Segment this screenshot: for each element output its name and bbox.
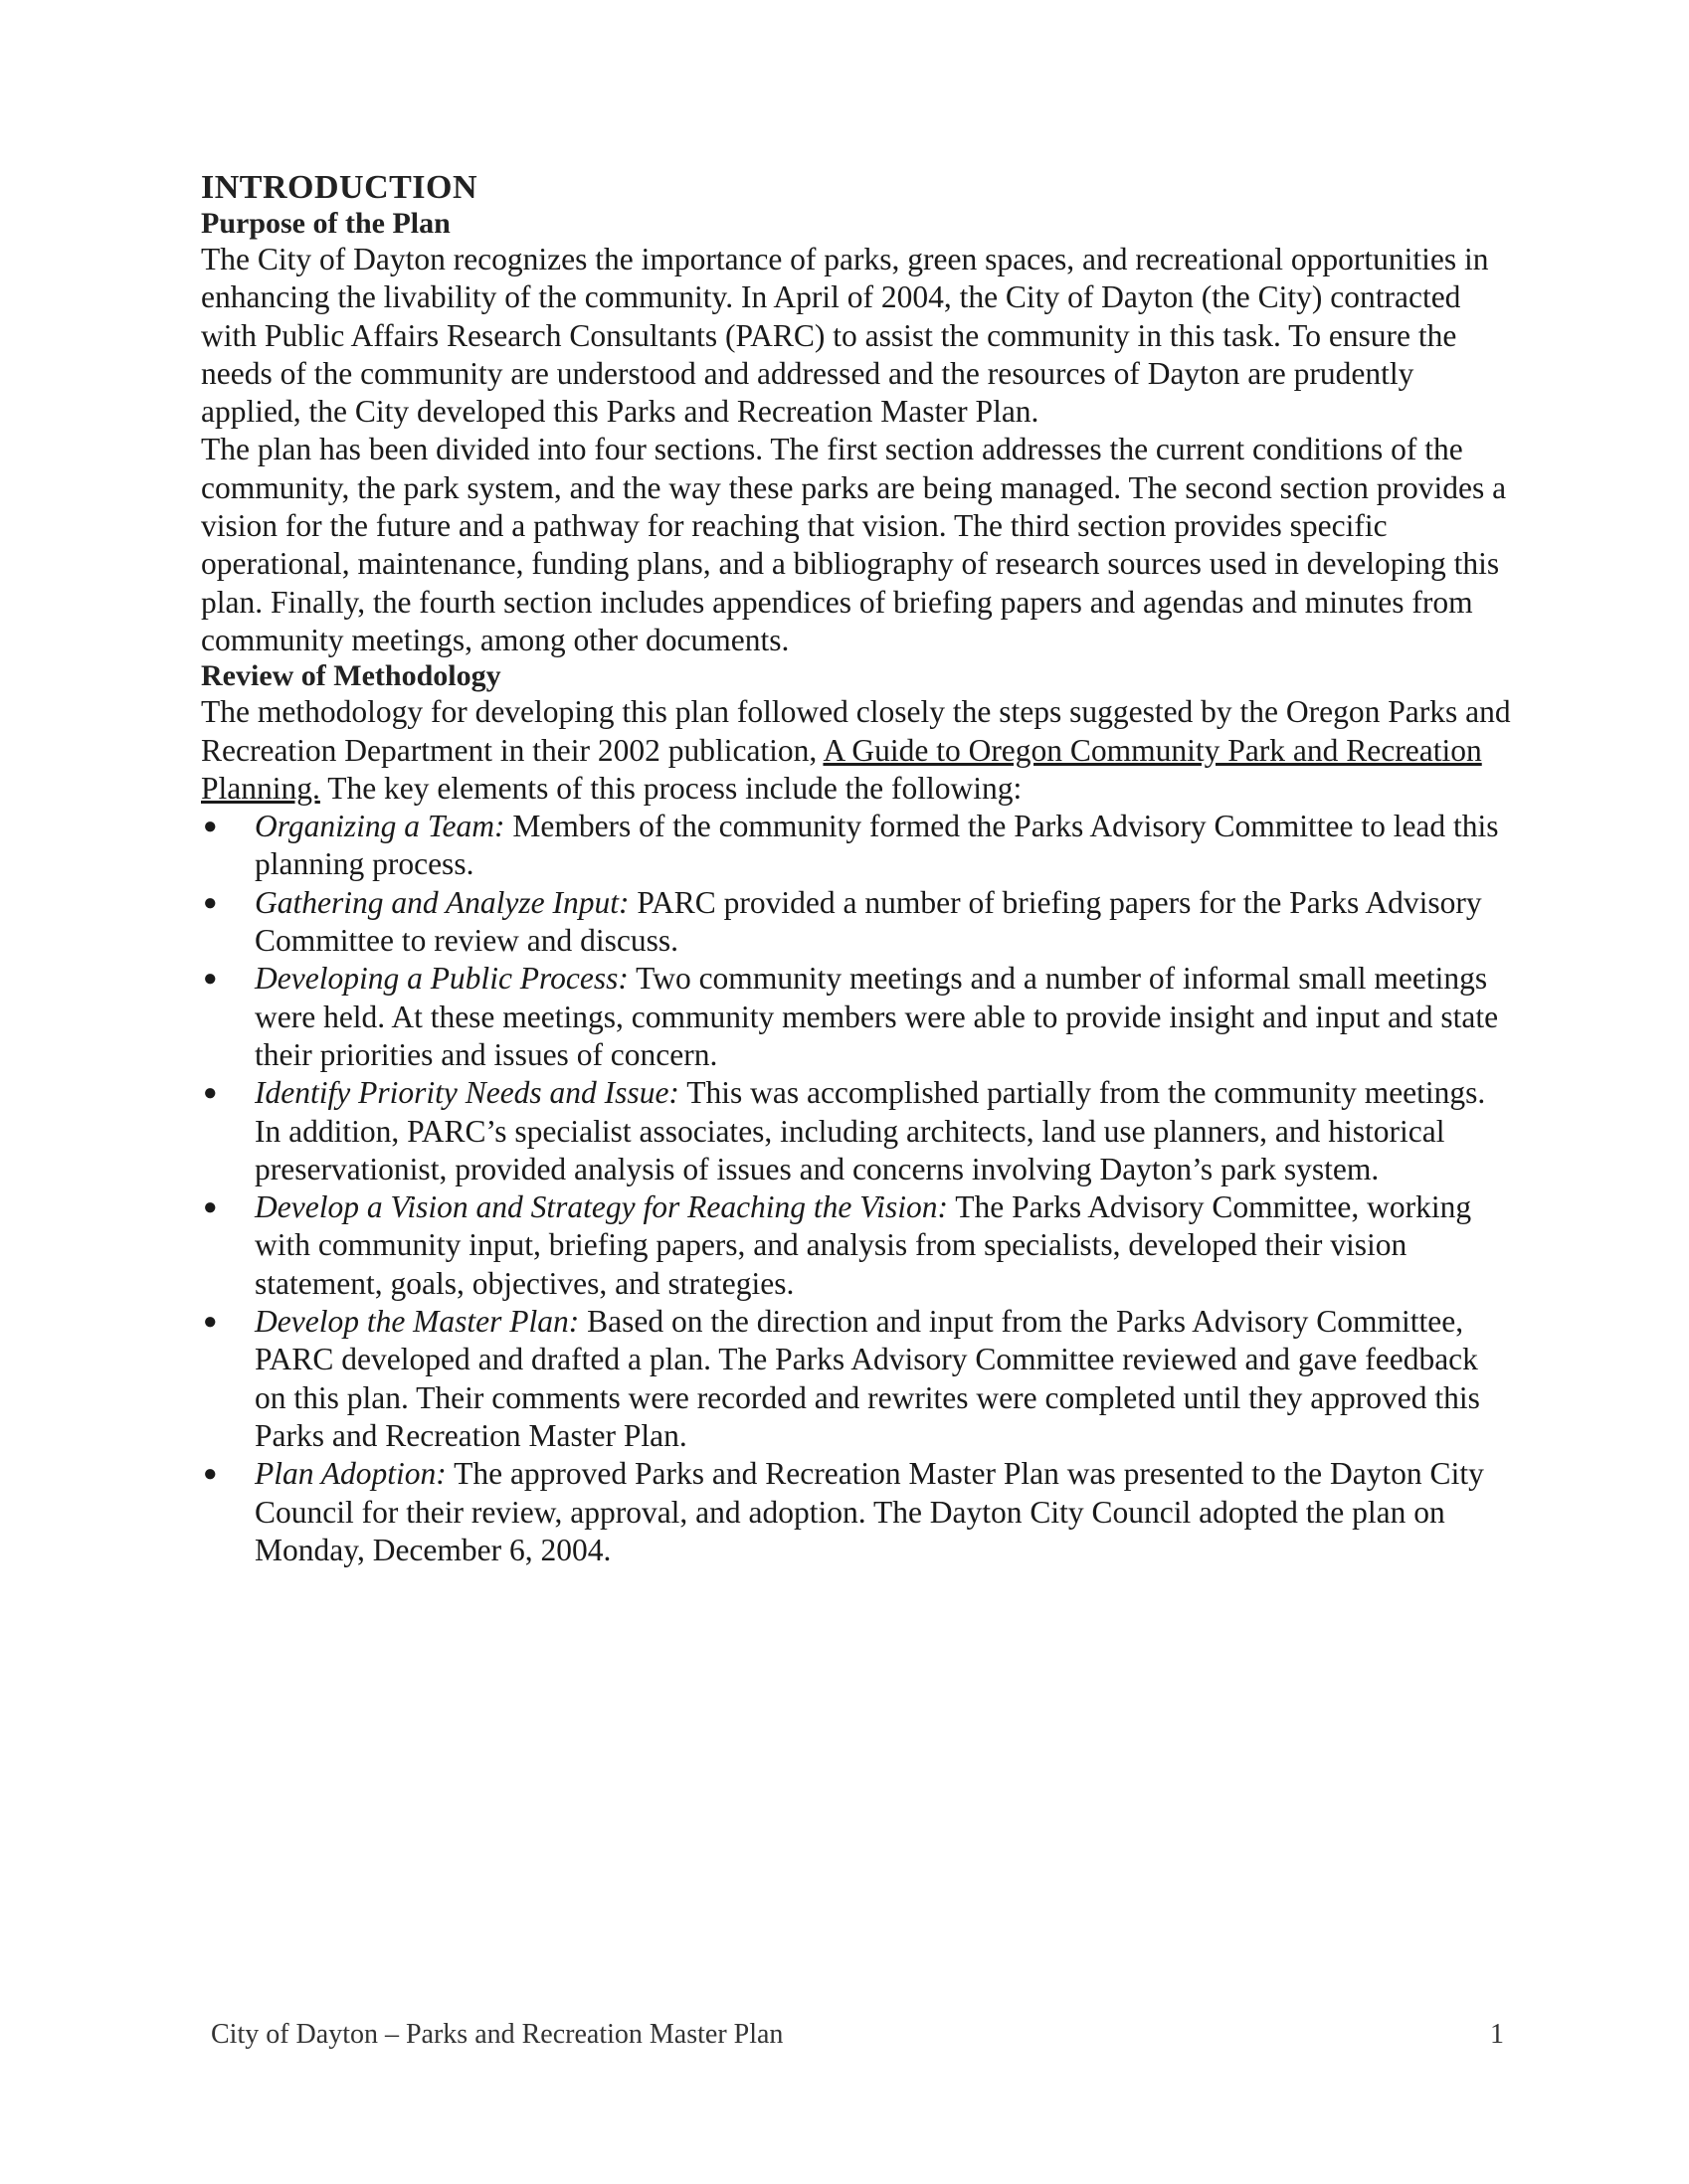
section-heading-purpose: Purpose of the Plan bbox=[201, 207, 451, 240]
list-item bbox=[201, 884, 1514, 961]
list-item bbox=[201, 960, 1514, 1074]
list-item bbox=[201, 1303, 1514, 1455]
step-text: Based on the direction and input from the Parks Advisory Committee, PARC developed and drafted a plan. The Parks Advisory Committee reviewed and gave feedback on this plan. Their comments were recorded and rewrites were completed until they approved this Parks and Recreation Master Plan. bbox=[255, 1304, 1480, 1453]
list-item bbox=[201, 1455, 1514, 1569]
methodology-intro-tail: The key elements of this process include the following: bbox=[319, 770, 1023, 806]
methodology-steps-list bbox=[201, 808, 1514, 1569]
step-title: Developing a Public Process: bbox=[255, 961, 629, 997]
methodology-intro-text: The methodology for developing this plan followed closely the steps suggested by the Oregon Parks and Recreation Department in their 2002 publication, bbox=[201, 694, 1511, 768]
bullet-icon: ● bbox=[203, 889, 218, 916]
section-heading-methodology: Review of Methodology bbox=[201, 659, 501, 693]
list-item bbox=[201, 1074, 1514, 1188]
bullet-icon: ● bbox=[203, 1309, 218, 1336]
step-text: Members of the community formed the Parks Advisory Committee to lead this planning process. bbox=[255, 809, 1499, 882]
purpose-paragraph-2: The plan has been divided into four sections. The first section addresses the current conditions of the community, the park system, and the way these parks are being managed. The second section provides a vision for the future and a pathway for reaching that vision. The third section provides specific operational, maintenance, funding plans, and a bibliography of research sources used in developing this plan. Finally, the fourth section includes appendices of briefing papers and agendas and minutes from community meetings, among other documents. bbox=[201, 432, 1507, 657]
step-title: Identify Priority Needs and Issue: bbox=[255, 1075, 679, 1111]
document-page bbox=[201, 169, 1514, 1569]
bullet-icon: ● bbox=[203, 1194, 218, 1221]
methodology-intro bbox=[201, 693, 1514, 808]
bullet-icon: ● bbox=[203, 1080, 218, 1107]
step-text: The Parks Advisory Committee, working with community input, briefing papers, and analysis from specialists, developed their vision statement, goals, objectives, and strategies. bbox=[255, 1189, 1472, 1301]
bullet-icon: ● bbox=[203, 966, 218, 993]
step-title: Develop a Vision and Strategy for Reaching the Vision: bbox=[255, 1189, 948, 1225]
purpose-paragraph-1: The City of Dayton recognizes the importance of parks, green spaces, and recreational opportunities in enhancing the livability of the community. In April of 2004, the City of Dayton (the City) contracted with Public Affairs Research Consultants (PARC) to assist the community in this task. To ensure the needs of the community are understood and addressed and the resources of Dayton are prudently applied, the City developed this Parks and Recreation Master Plan. bbox=[201, 242, 1489, 430]
bullet-icon: ● bbox=[203, 814, 218, 840]
step-text: This was accomplished partially from the community meetings. In addition, PARC’s specialist associates, including architects, land use planners, and historical preservationist, provided analysis of issues and concerns involving Dayton’s park system. bbox=[255, 1075, 1486, 1186]
page-number: 1 bbox=[1490, 2019, 1504, 2050]
step-text: The approved Parks and Recreation Master Plan was presented to the Dayton City Council for their review, approval, and adoption. The Dayton City Council adopted the plan on Monday, December 6, 2004. bbox=[255, 1456, 1484, 1567]
step-title: Gathering and Analyze Input: bbox=[255, 884, 630, 920]
step-text: Two community meetings and a number of informal small meetings were held. At these meetings, community members were able to provide insight and input and state their priorities and issues of concern. bbox=[255, 961, 1499, 1072]
bullet-icon: ● bbox=[203, 1461, 218, 1488]
list-item bbox=[201, 1188, 1514, 1303]
page-title: INTRODUCTION bbox=[201, 169, 478, 206]
step-title: Plan Adoption: bbox=[255, 1456, 447, 1492]
step-title: Develop the Master Plan: bbox=[255, 1304, 580, 1340]
step-text: PARC provided a number of briefing papers for the Parks Advisory Committee to review and discuss. bbox=[255, 884, 1482, 959]
list-item bbox=[201, 808, 1514, 884]
publication-title: A Guide to Oregon Community Park and Recreation Planning. bbox=[201, 732, 1482, 806]
footer-title: City of Dayton – Parks and Recreation Master Plan bbox=[211, 2019, 784, 2050]
step-title: Organizing a Team: bbox=[255, 809, 505, 844]
